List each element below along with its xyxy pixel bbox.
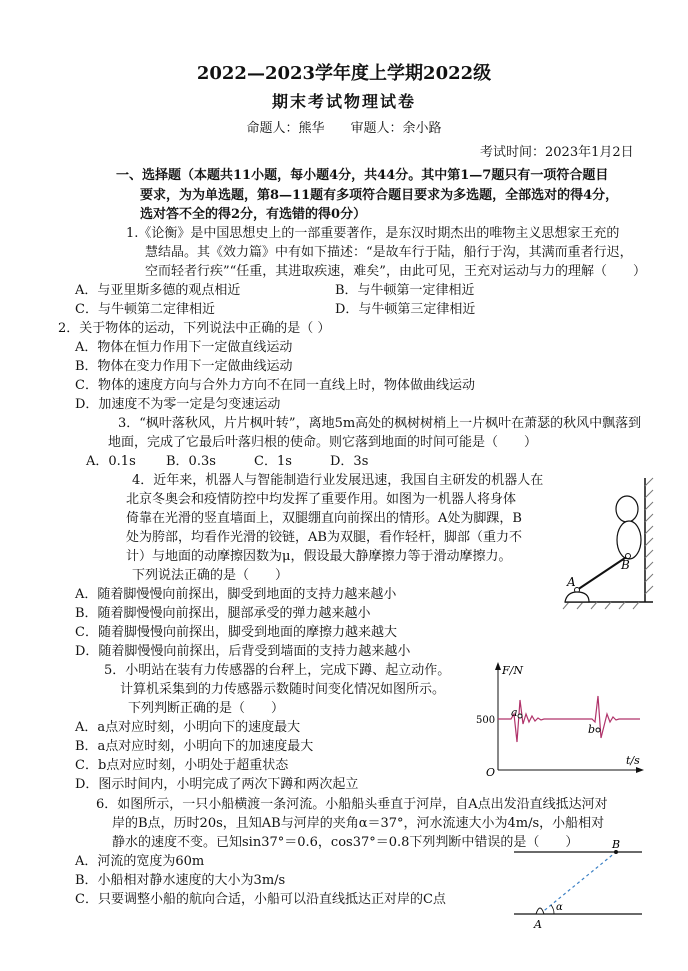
q5-option-a: A．a点对应时刻，小明向下的速度最大 <box>75 720 301 735</box>
q1-stem-2: 慧结晶。其《效力篇》中有如下描述：“是故车行于陆，船行于沟，其满而重者行迟， <box>145 245 633 260</box>
q3-stem-2: 地面，完成了它最后叶落归根的使命。则它落到地面的时间可能是（ ） <box>108 435 538 450</box>
q1-option-d: D．与牛顿第三定律相近 <box>335 302 476 317</box>
q4-option-d: D．随着脚慢慢向前探出，后背受到墙面的支持力越来越小 <box>75 644 411 659</box>
q6-label-a: A <box>534 918 542 931</box>
q3-option-c: C．1s <box>254 454 292 469</box>
q4-option-b: B．随着脚慢慢向前探出，腿部承受的弹力越来越小 <box>75 606 371 621</box>
q6-stem-2: 岸的B点，历时20s，且知AB与河岸的夹角α＝37°，河水流速大小为4m/s，小船相对 <box>112 816 605 831</box>
q5-option-b: B．a点对应时刻，小明向下的加速度最大 <box>75 739 314 754</box>
authors: 命题人：熊华 审题人：余小路 <box>246 121 442 136</box>
q6-angle-alpha: α <box>556 902 563 913</box>
section-instruction-2: 要求，为为单选题，第8—11题有多项符合题目要求为多选题，全部选对的得4分， <box>140 188 619 203</box>
q1-option-b: B．与牛顿第一定律相近 <box>335 283 475 298</box>
q1-option-a: A．与亚里斯多德的观点相近 <box>75 283 241 298</box>
q6-river-figure <box>504 838 654 932</box>
q4-stem-1: 4．近年来，机器人与智能制造行业发展迅速，我国自主研发的机器人在 <box>132 473 544 488</box>
q2-stem: 2．关于物体的运动，下列说法中正确的是（ ） <box>58 321 331 336</box>
q5-point-a: a <box>511 706 518 719</box>
q2-option-b: B．物体在变力作用下一定做曲线运动 <box>75 359 293 374</box>
q1-option-c: C．与牛顿第二定律相近 <box>75 302 215 317</box>
q4-stem-6: 下列说法正确的是（ ） <box>132 568 289 583</box>
q3-option-a: A．0.1s <box>86 454 136 469</box>
exam-time: 考试时间：2023年1月2日 <box>480 145 634 160</box>
q4-robot-figure <box>555 468 675 610</box>
q3-option-d: D．3s <box>330 454 369 469</box>
q5-option-d: D．图示时间内，小明完成了两次下蹲和两次起立 <box>75 777 359 792</box>
q5-tick-500: 500 <box>476 715 496 726</box>
q6-stem-1: 6．如图所示，一只小船横渡一条河流。小船船头垂直于河岸，自A点出发沿直线抵达河对 <box>96 797 608 812</box>
q4-option-c: C．随着脚慢慢向前探出，脚受到地面的摩擦力越来越大 <box>75 625 397 640</box>
section-instruction-3: 选对答不全的得2分，有选错的得0分） <box>140 207 367 222</box>
q5-option-c: C．b点对应时刻，小明处于超重状态 <box>75 758 289 773</box>
q6-option-a: A．河流的宽度为60m <box>75 854 205 869</box>
q6-option-b: B．小船相对静水速度的大小为3m/s <box>75 873 286 888</box>
q1-stem-1: 1.《论衡》是中国思想史上的一部重要著作，是东汉时期杰出的唯物主义思想家王充的 <box>126 226 620 241</box>
q2-option-d: D．加速度不为零一定是匀变速运动 <box>75 397 281 412</box>
q4-option-a: A．随着脚慢慢向前探出，脚受到地面的支持力越来越小 <box>75 587 397 602</box>
q5-stem-2: 计算机采集到的力传感器示数随时间变化情况如图所示。 <box>120 682 446 697</box>
page-subtitle: 期末考试物理试卷 <box>271 92 416 111</box>
q3-option-b: B．0.3s <box>166 454 216 469</box>
q5-stem-3: 下列判断正确的是（ ） <box>128 701 285 716</box>
q2-option-c: C．物体的速度方向与合外力方向不在同一直线上时，物体做曲线运动 <box>75 378 475 393</box>
q2-option-a: A．物体在恒力作用下一定做直线运动 <box>75 340 293 355</box>
q4-stem-3: 倚靠在光滑的竖直墙面上，双腿绷直向前探出的情形。A处为脚踝，B <box>126 511 522 526</box>
q4-stem-5: 计）与地面的动摩擦因数为μ，假设最大静摩擦力等于滑动摩擦力。 <box>126 549 512 564</box>
q6-option-c: C．只要调整小船的航向合适，小船可以沿直线抵达正对岸的C点 <box>75 892 446 907</box>
section-instruction-1: 一、选择题（本题共11小题，每小题4分，共44分。其中第1—7题只有一项符合题目 <box>116 168 609 183</box>
q6-stem-3: 静水的速度不变。已知sin37°＝0.6，cos37°＝0.8下列判断中错误的是（ ） <box>112 835 579 850</box>
q5-force-time-graph <box>474 660 644 780</box>
q5-point-b: b <box>588 723 596 736</box>
q6-label-b: B <box>612 838 621 851</box>
q5-stem-1: 5．小明站在装有力传感器的台秤上，完成下蹲、起立动作。 <box>104 663 451 678</box>
q5-y-axis-label: F/N <box>502 664 523 677</box>
q4-stem-4: 处为胯部，均看作光滑的铰链，AB为双腿，看作轻杆，脚部（重力不 <box>126 530 522 545</box>
q5-origin-label: O <box>486 766 496 779</box>
q5-x-axis-label: t/s <box>626 754 640 767</box>
q4-stem-2: 北京冬奥会和疫情防控中均发挥了重要作用。如图为一机器人将身体 <box>126 492 517 507</box>
q1-stem-3: 空而轻者行疾”“任重，其进取疾速，难矣”，由此可见，王充对运动与力的理解（ ） <box>145 264 646 279</box>
q4-label-a: A <box>567 575 576 589</box>
q4-label-b: B <box>621 558 630 572</box>
q3-stem-1: 3．“枫叶落秋风，片片枫叶转”，离地5m高处的枫树树梢上一片枫叶在萧瑟的秋风中飘落到 <box>118 416 642 431</box>
page-title: 2022—2023学年度上学期2022级 <box>196 63 492 84</box>
